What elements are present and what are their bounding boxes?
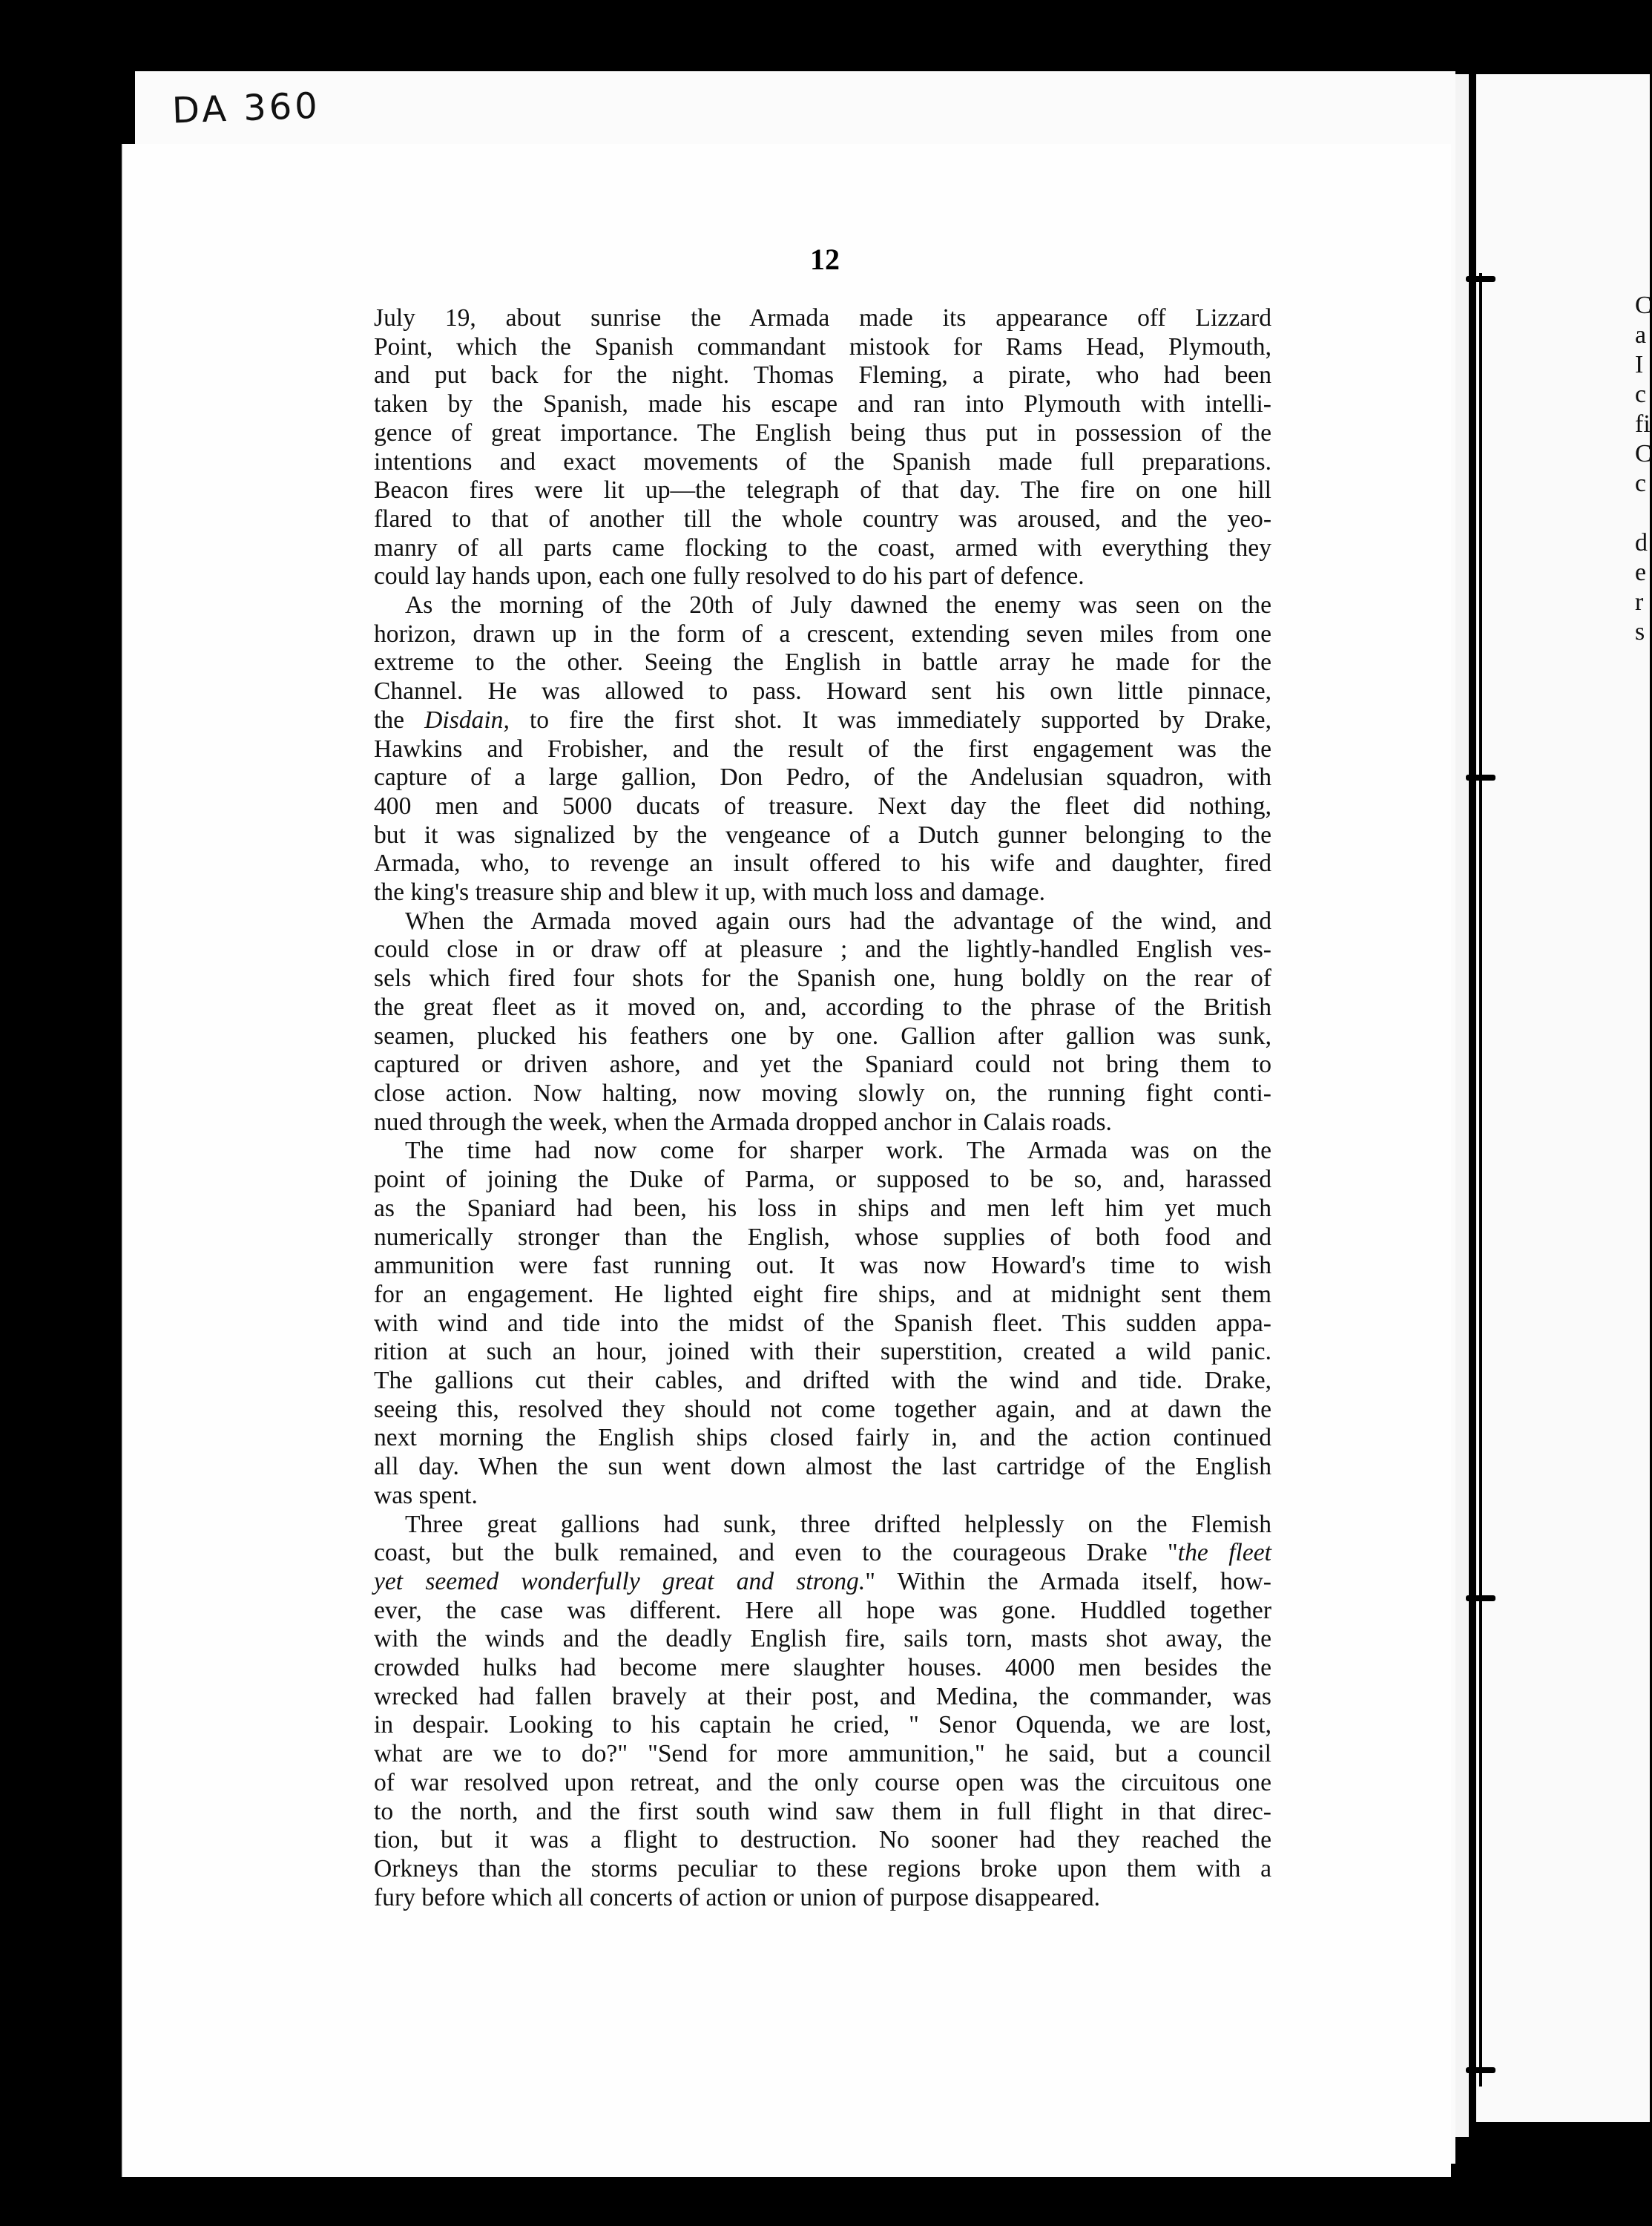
- body-text: [374, 304, 1271, 1912]
- text-line: Point, which the Spanish commandant mistook for Rams Head, Plymouth,: [374, 332, 1271, 361]
- text-line: seamen, plucked his feathers one by one. Gallion after gallion was sunk,: [374, 1022, 1271, 1050]
- text-line: Armada, who, to revenge an insult offered to his wife and daughter, fired: [374, 850, 1271, 878]
- edge-letter: s: [1635, 618, 1645, 646]
- sheet-edge: [1455, 74, 1469, 2137]
- text-line: was spent.: [374, 1481, 478, 1509]
- text-line: The time had now come for sharper work. The Armada was on the: [405, 1137, 1271, 1165]
- text-line: capture of a large gallion, Don Pedro, of the Andelusian squadron, with: [374, 764, 1271, 792]
- text-line: The gallions cut their cables, and drifted with the wind and tide. Drake,: [374, 1367, 1271, 1395]
- text-line: in despair. Looking to his captain he cried, " Senor Oquenda, we are lost,: [374, 1711, 1271, 1739]
- text-line: with wind and tide into the midst of the Spanish fleet. This sudden appa-: [374, 1309, 1271, 1337]
- text-line: taken by the Spanish, made his escape and ran into Plymouth with intelli-: [374, 390, 1271, 418]
- text-line: could close in or draw off at pleasure ; and the lightly-handled English ves-: [374, 936, 1271, 964]
- text-line: close action. Now halting, now moving slowly on, the running fight conti-: [374, 1079, 1271, 1107]
- text-line: Three great gallions had sunk, three drifted helplessly on the Flemish: [405, 1510, 1271, 1538]
- edge-letter: C: [1635, 440, 1652, 467]
- text-line: flared to that of another till the whole country was aroused, and the yeo-: [374, 505, 1271, 533]
- text-line: next morning the English ships closed fairly in, and the action continued: [374, 1424, 1271, 1452]
- text-line: Beacon fires were lit up—the telegraph of that day. The fire on one hill: [374, 476, 1271, 505]
- text-line: all day. When the sun went down almost the last cartridge of the English: [374, 1453, 1271, 1481]
- text-line: to the north, and the first south wind saw them in full flight in that direc-: [374, 1797, 1271, 1825]
- call-number: DA 360: [171, 85, 321, 132]
- text-line: Channel. He was allowed to pass. Howard sent his own little pinnace,: [374, 677, 1271, 706]
- text-line: point of joining the Duke of Parma, or supposed to be so, and, harassed: [374, 1166, 1271, 1194]
- text-line: what are we to do?" "Send for more ammunition," he said, but a council: [374, 1740, 1271, 1768]
- text-line: the Disdain, to fire the first shot. It was immediately supported by Drake,: [374, 706, 1271, 734]
- binding-mark: [1466, 276, 1495, 282]
- text-line: captured or driven ashore, and yet the Spaniard could not bring them to: [374, 1051, 1271, 1079]
- text-line: intentions and exact movements of the Spanish made full preparations.: [374, 447, 1271, 476]
- binding-mark: [1466, 2067, 1495, 2073]
- text-line: manry of all parts came flocking to the coast, armed with everything they: [374, 533, 1271, 562]
- text-line: yet seemed wonderfully great and strong." Within the Armada itself, how-: [374, 1567, 1271, 1595]
- text-line: numerically stronger than the English, whose supplies of both food and: [374, 1223, 1271, 1251]
- text-line: nued through the week, when the Armada dropped anchor in Calais roads.: [374, 1108, 1112, 1136]
- binding-rule: [1479, 273, 1482, 2087]
- text-line: with the winds and the deadly English fire, sails torn, masts shot away, the: [374, 1625, 1271, 1653]
- edge-letter: e: [1635, 559, 1647, 586]
- facing-page-text: [1635, 291, 1650, 647]
- edge-letter: I: [1635, 351, 1644, 378]
- edge-letter: [1635, 499, 1650, 528]
- text-line: fury before which all concerts of action or union of purpose disappeared.: [374, 1883, 1101, 1911]
- text-line: the king's treasure ship and blew it up, with much loss and damage.: [374, 879, 1046, 907]
- edge-letter: a: [1635, 321, 1647, 349]
- text-line: coast, but the bulk remained, and even to the courageous Drake "the fleet: [374, 1539, 1271, 1567]
- text-line: could lay hands upon, each one fully resolved to do his part of defence.: [374, 562, 1085, 591]
- text-line: As the morning of the 20th of July dawned the enemy was seen on the: [405, 591, 1271, 620]
- text-line: Orkneys than the storms peculiar to these regions broke upon them with a: [374, 1854, 1271, 1882]
- text-line: ever, the case was different. Here all hope was gone. Huddled together: [374, 1596, 1271, 1624]
- text-line: extreme to the other. Seeing the English in battle array he made for the: [374, 649, 1271, 677]
- text-line: seeing this, resolved they should not come together again, and at dawn the: [374, 1395, 1271, 1423]
- edge-letter: fi: [1635, 410, 1651, 438]
- paragraph: [374, 591, 1271, 907]
- paragraph: [374, 304, 1271, 591]
- text-line: the great fleet as it moved on, and, according to the phrase of the British: [374, 993, 1271, 1021]
- paragraph: [374, 907, 1271, 1137]
- text-line: July 19, about sunrise the Armada made its appearance off Lizzard: [374, 304, 1271, 332]
- text-line: as the Spaniard had been, his loss in ships and men left him yet much: [374, 1194, 1271, 1222]
- text-line: tion, but it was a flight to destruction. No sooner had they reached the: [374, 1826, 1271, 1854]
- text-line: of war resolved upon retreat, and the only course open was the circuitous one: [374, 1768, 1271, 1796]
- facing-page-edge: [1476, 74, 1650, 2122]
- text-line: 400 men and 5000 ducats of treasure. Next day the fleet did nothing,: [374, 792, 1271, 820]
- text-line: wrecked had fallen bravely at their post, and Medina, the commander, was: [374, 1682, 1271, 1710]
- edge-letter: d: [1635, 529, 1648, 556]
- text-line: gence of great importance. The English being thus put in possession of the: [374, 418, 1271, 447]
- text-line: but it was signalized by the vengeance of a Dutch gunner belonging to the: [374, 821, 1271, 849]
- text-line: horizon, drawn up in the form of a crescent, extending seven miles from one: [374, 620, 1271, 648]
- text-line: for an engagement. He lighted eight fire ships, and at midnight sent them: [374, 1280, 1271, 1308]
- edge-letter: c: [1635, 381, 1647, 408]
- text-line: ammunition were fast running out. It was now Howard's time to wish: [374, 1252, 1271, 1280]
- paragraph: [374, 1511, 1271, 1913]
- text-line: sels which fired four shots for the Spanish one, hung boldly on the rear of: [374, 965, 1271, 993]
- edge-letter: r: [1635, 588, 1644, 616]
- binding-mark: [1466, 775, 1495, 781]
- text-line: Hawkins and Frobisher, and the result of the first engagement was the: [374, 735, 1271, 763]
- text-line: crowded hulks had become mere slaughter houses. 4000 men besides the: [374, 1654, 1271, 1682]
- binding-mark: [1466, 1595, 1495, 1601]
- paragraph: [374, 1137, 1271, 1510]
- edge-letter: c: [1635, 470, 1647, 497]
- text-line: rition at such an hour, joined with their superstition, created a wild panic.: [374, 1338, 1271, 1366]
- page-number: 12: [810, 243, 840, 276]
- text-line: and put back for the night. Thomas Fleming, a pirate, who had been: [374, 361, 1271, 390]
- text-line: When the Armada moved again ours had the advantage of the wind, and: [405, 907, 1271, 935]
- edge-letter: C: [1635, 292, 1652, 319]
